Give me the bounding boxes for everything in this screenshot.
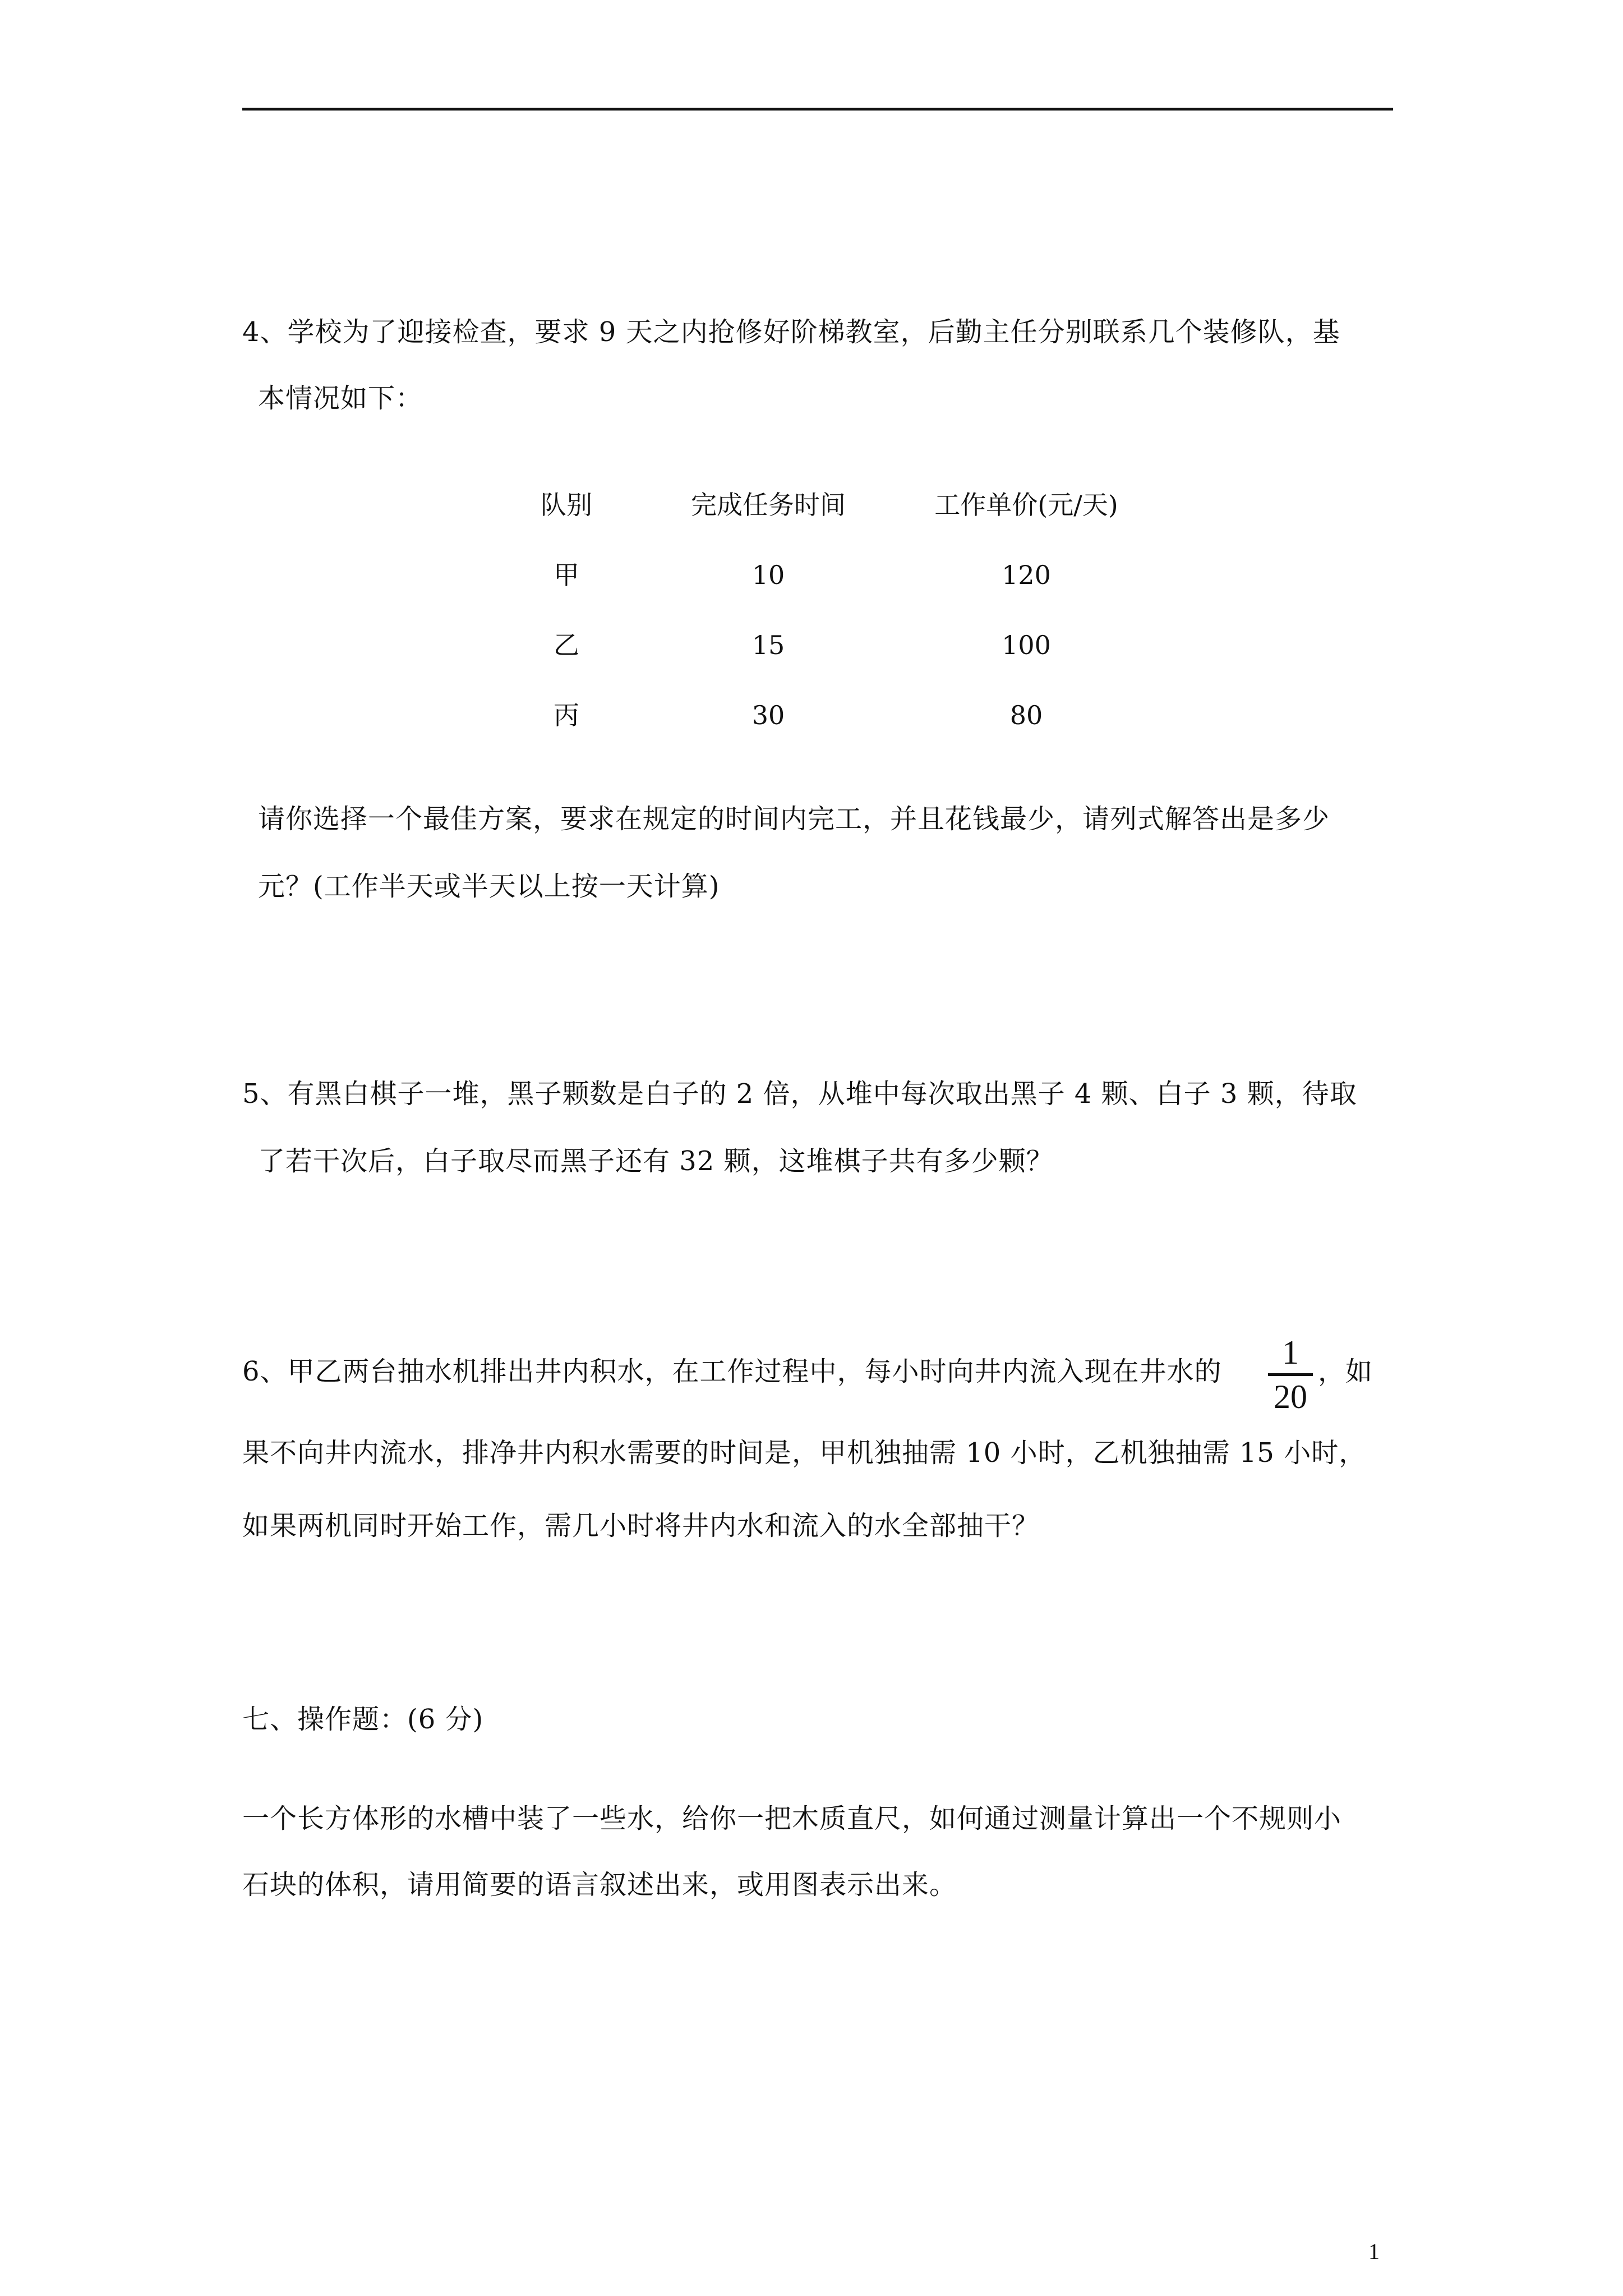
q4-line-1: 4、学校为了迎接检查，要求 9 天之内抢修好阶梯教室，后勤主任分别联系几个装修队，基 bbox=[242, 316, 1340, 348]
table-cell: 30 bbox=[751, 700, 785, 730]
fraction-bar bbox=[1268, 1373, 1313, 1376]
header-rule bbox=[242, 108, 1393, 111]
table-cell: 80 bbox=[1009, 700, 1043, 730]
q6-line-1: 6、甲乙两台抽水机排出井内积水，在工作过程中，每小时向井内流入现在井水的 bbox=[242, 1356, 1222, 1387]
q5-line-1: 5、有黑白棋子一堆，黑子颗数是白子的 2 倍，从堆中每次取出黑子 4 颗、白子 3 颗，待取 bbox=[242, 1078, 1357, 1110]
section-7-line-2: 石块的体积，请用简要的语言叙述出来，或用图表示出来。 bbox=[242, 1869, 957, 1901]
table-cell: 100 bbox=[1002, 630, 1051, 660]
q4-line-3: 请你选择一个最佳方案，要求在规定的时间内完工，并且花钱最少，请列式解答出是多少 bbox=[258, 803, 1330, 835]
table-header-team: 队别 bbox=[541, 490, 592, 520]
section-7-heading: 七、操作题：(6 分) bbox=[242, 1704, 484, 1735]
table-header-time: 完成任务时间 bbox=[691, 490, 846, 520]
q5-line-2: 了若干次后，白子取尽而黑子还有 32 颗，这堆棋子共有多少颗？ bbox=[258, 1145, 1054, 1177]
table-cell: 15 bbox=[751, 630, 785, 660]
q4-line-4: 元？(工作半天或半天以上按一天计算) bbox=[258, 871, 720, 902]
table-cell: 甲 bbox=[554, 560, 579, 590]
q6-line-3: 如果两机同时开始工作，需几小时将井内水和流入的水全部抽干？ bbox=[242, 1510, 1040, 1542]
q6-line-2: 果不向井内流水，排净井内积水需要的时间是，甲机独抽需 10 小时，乙机独抽需 15 小时， bbox=[242, 1437, 1367, 1469]
fraction-numerator: 1 bbox=[1282, 1334, 1299, 1371]
page-number: 1 bbox=[1368, 2239, 1380, 2264]
q6-line-1-end: ，如 bbox=[1318, 1356, 1373, 1387]
table-cell: 丙 bbox=[554, 700, 579, 730]
fraction-denominator: 20 bbox=[1274, 1378, 1307, 1415]
section-7-line-1: 一个长方体形的水槽中装了一些水，给你一把木质直尺，如何通过测量计算出一个不规则小 bbox=[242, 1803, 1342, 1834]
table-cell: 乙 bbox=[554, 630, 579, 660]
table-header-price: 工作单价(元/天) bbox=[934, 490, 1118, 520]
table-cell: 10 bbox=[751, 560, 785, 590]
q4-line-2: 本情况如下： bbox=[258, 383, 423, 414]
fraction bbox=[1265, 1333, 1316, 1416]
table-cell: 120 bbox=[1002, 560, 1051, 590]
